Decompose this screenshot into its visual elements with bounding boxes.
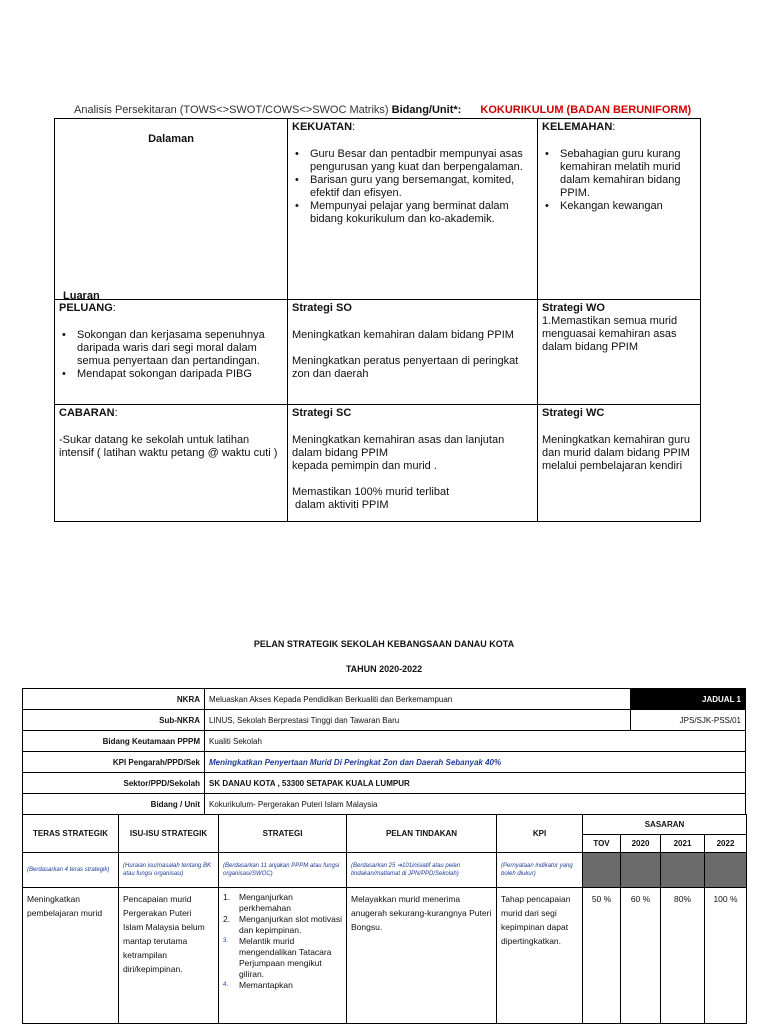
- strategi-so-heading: Strategi SO: [292, 302, 352, 314]
- info-label: Bidang / Unit: [23, 794, 205, 815]
- list-item: • Mempunyai pelajar yang berminat dalam bidang kokurikulum dan ko-akademik.: [292, 200, 533, 226]
- tov-header: TOV: [583, 835, 621, 853]
- cabaran-text: -Sukar datang ke sekolah untuk latihan intensif ( latihan waktu petang @ waktu cuti ): [59, 434, 278, 459]
- pelan-note: (Berdasarkan 25 ➔101inisiatif atau pelan tindakan/matlamat di JPN/PPD/Sekolah): [347, 853, 497, 888]
- strategi-sc-line: kepada pemimpin dan murid .: [292, 460, 437, 472]
- teras-note: (Berdasarkan 4 teras strategik): [23, 853, 119, 888]
- info-label: Bidang Keutamaan PPPM: [23, 731, 205, 752]
- kekuatan-heading: KEKUATAN:: [292, 121, 356, 133]
- shaded-cell: [583, 853, 621, 888]
- isu-note: (Huraian isu/masalah tentang BK atau fungsi organisasi): [119, 853, 219, 888]
- plan-year: TAHUN 2020-2022: [345, 664, 423, 674]
- plan-title: PELAN STRATEGIK SEKOLAH KEBANGSAAN DANAU KOTA: [253, 639, 515, 649]
- peluang-heading: PELUANG:: [59, 302, 116, 314]
- swot-title: [74, 104, 691, 116]
- strategi-wo-heading: Strategi WO: [542, 302, 605, 314]
- isu-cell: Pencapaian murid Pergerakan Puteri Islam Malaysia belum mantap terutama ketrampilan diri/kepimpinan.: [119, 888, 219, 1024]
- peluang-cell: [55, 300, 288, 405]
- list-item: • Kekangan kewangan: [542, 200, 696, 213]
- kelemahan-cell: [538, 119, 701, 300]
- kpi-header: KPI: [497, 815, 583, 853]
- teras-header: TERAS STRATEGIK: [23, 815, 119, 853]
- strategi-sc-line: Memastikan 100% murid terlibat: [292, 486, 450, 498]
- document-code: JPS/SJK-PSS/01: [630, 710, 745, 731]
- teras-cell: Meningkatkan pembelajaran murid: [23, 888, 119, 1024]
- strategi-wo-text: 1.Memastikan semua murid menguasai kemahiran asas dalam bidang PPIM: [542, 315, 678, 353]
- cabaran-cell: [55, 405, 288, 522]
- list-item: • Guru Besar dan pentadbir mempunyai asas pengurusan yang kuat dan berpengalaman.: [292, 148, 533, 174]
- jadual-label: JADUAL 1: [630, 689, 745, 710]
- plan-grid: [22, 814, 747, 1024]
- info-value: Meningkatkan Penyertaan Murid Di Peringkat Zon dan Daerah Sebanyak 40%: [205, 752, 746, 773]
- bidang-label: Bidang/Unit*:: [391, 104, 462, 116]
- year-2022-header: 2022: [705, 835, 747, 853]
- strategi-sc-cell: [288, 405, 538, 522]
- shaded-cell: [661, 853, 705, 888]
- cabaran-heading: CABARAN:: [59, 407, 118, 419]
- kpi-note: (Pernyataan indikator yang boleh diukur): [497, 853, 583, 888]
- year-2021-value: 80%: [661, 888, 705, 1024]
- strategi-so-line: Meningkatkan kemahiran dalam bidang PPIM: [292, 329, 514, 341]
- year-2021-header: 2021: [661, 835, 705, 853]
- list-item: • Sebahagian guru kurang kemahiran melatih murid dalam kemahiran bidang PPIM.: [542, 148, 696, 200]
- plan-table: [22, 688, 746, 815]
- list-item: • Mendapat sokongan daripada PIBG: [59, 368, 283, 381]
- kpi-cell: Tahap pencapaian murid dari segi kepimpinan dapat dipertingkatkan.: [497, 888, 583, 1024]
- strategi-sc-line: dalam aktiviti PPIM: [292, 499, 389, 511]
- list-item: 2. Menganjurkan slot motivasi dan kepimpinan.: [223, 914, 342, 935]
- info-label: KPI Pengarah/PPD/Sek: [23, 752, 205, 773]
- strategi-sc-line: Meningkatkan kemahiran asas dan lanjutan dalam bidang PPIM: [292, 434, 505, 459]
- luaran-label: Luaran: [63, 290, 100, 302]
- unit-name: KOKURIKULUM (BADAN BERUNIFORM): [480, 104, 692, 116]
- list-item: 4. Memantapkan: [223, 980, 293, 990]
- list-item: 1. Menganjurkan perkhemahan: [223, 892, 293, 913]
- year-2022-value: 100 %: [705, 888, 747, 1024]
- year-2020-header: 2020: [621, 835, 661, 853]
- strategi-note: (Berdasarkan 11 anjakan PPPM atau fungsi organisasi/SWOC): [219, 853, 347, 888]
- info-value: SK DANAU KOTA , 53300 SETAPAK KUALA LUMPUR: [205, 773, 746, 794]
- pelan-header: PELAN TINDAKAN: [347, 815, 497, 853]
- list-item: • Barisan guru yang bersemangat, komited, efektif dan efisyen.: [292, 174, 533, 200]
- strategi-so-cell: [288, 300, 538, 405]
- dalaman-label: Dalaman: [148, 133, 194, 145]
- shaded-cell: [705, 853, 747, 888]
- tov-value: 50 %: [583, 888, 621, 1024]
- isu-header: ISU-ISU STRATEGIK: [119, 815, 219, 853]
- strategi-sc-heading: Strategi SC: [292, 407, 352, 419]
- strategi-wc-heading: Strategi WC: [542, 407, 605, 419]
- info-label: Sub-NKRA: [23, 710, 205, 731]
- strategi-wc-text: Meningkatkan kemahiran guru dan murid dalam bidang PPIM melalui pembelajaran kendiri: [542, 434, 690, 472]
- list-item: • Sokongan dan kerjasama sepenuhnya daripada waris dari segi moral dalam semua penyertaan dan pertandingan.: [59, 329, 283, 368]
- info-value: Kokurikulum- Pergerakan Puteri Islam Malaysia: [205, 794, 746, 815]
- kekuatan-cell: [288, 119, 538, 300]
- info-label: Sektor/PPD/Sekolah: [23, 773, 205, 794]
- shaded-cell: [621, 853, 661, 888]
- dalaman-luaran-cell: [55, 119, 288, 300]
- swot-title-text: Analisis Persekitaran (TOWS<>SWOT/COWS<>SWOC Matriks): [74, 104, 389, 116]
- swot-matrix: [54, 118, 701, 522]
- pelan-cell: Melayakkan murid menerima anugerah sekurang-kurangnya Puteri Bongsu.: [347, 888, 497, 1024]
- sasaran-header: SASARAN: [583, 815, 747, 835]
- kelemahan-heading: KELEMAHAN:: [542, 121, 616, 133]
- strategi-wc-cell: [538, 405, 701, 522]
- strategi-cell: [219, 888, 347, 1024]
- info-label: NKRA: [23, 689, 205, 710]
- year-2020-value: 60 %: [621, 888, 661, 1024]
- list-item: 3. Melantik murid mengendalikan Tatacara Perjumpaan mengikut giliran.: [223, 936, 332, 979]
- info-value: Kualiti Sekolah: [205, 731, 746, 752]
- info-value: LINUS, Sekolah Berprestasi Tinggi dan Tawaran Baru: [205, 710, 631, 731]
- strategi-header: STRATEGI: [219, 815, 347, 853]
- strategi-so-line: Meningkatkan peratus penyertaan di peringkat zon dan daerah: [292, 355, 519, 380]
- info-value: Meluaskan Akses Kepada Pendidikan Berkualiti dan Berkemampuan: [205, 689, 631, 710]
- strategi-wo-cell: [538, 300, 701, 405]
